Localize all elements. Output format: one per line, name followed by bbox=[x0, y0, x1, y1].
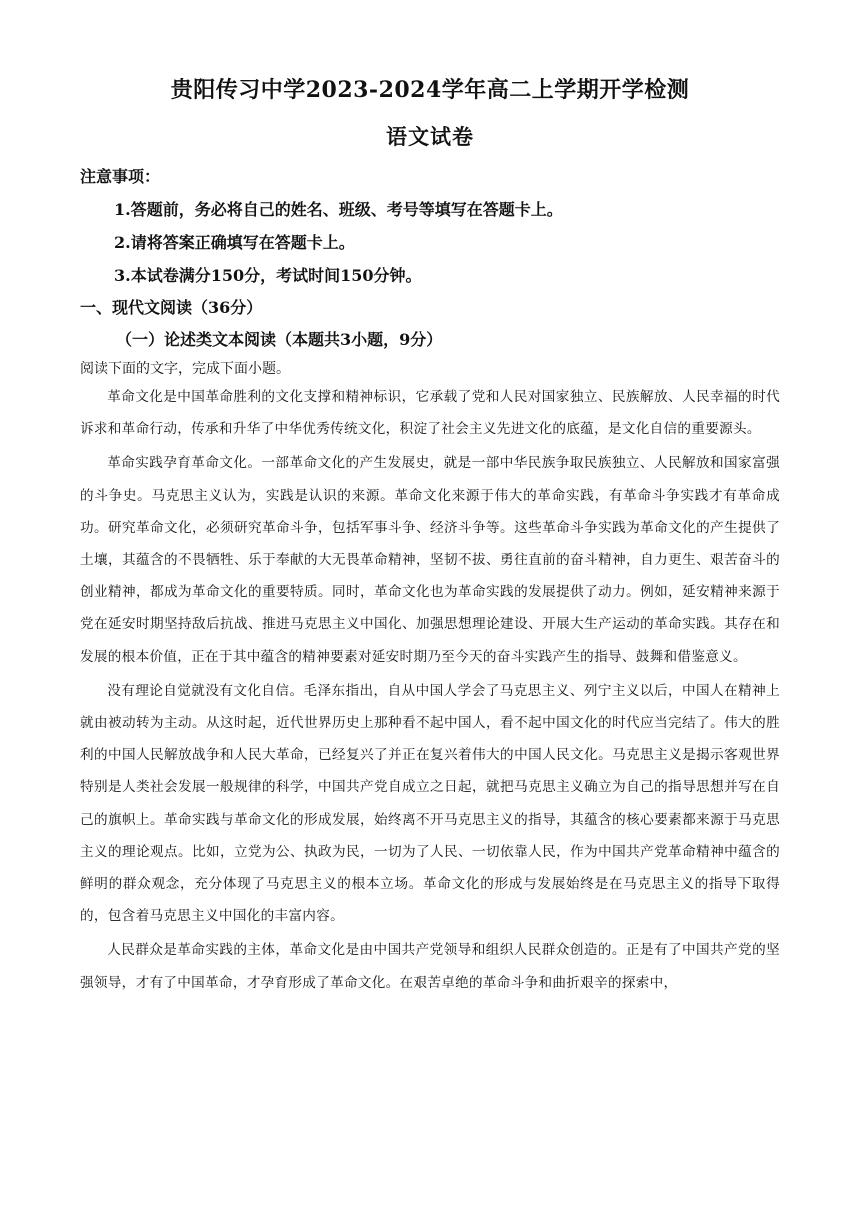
exam-title: 贵阳传习中学2023-2024学年高二上学期开学检测 bbox=[170, 77, 690, 103]
exam-subtitle: 语文试卷 bbox=[386, 124, 474, 149]
notice-item: 1.答题前，务必将自己的姓名、班级、考号等填写在答题卡上。 bbox=[114, 200, 563, 219]
subsection-heading: （一）论述类文本阅读（本题共3小题，9分） bbox=[116, 330, 443, 349]
passage-paragraph: 革命文化是中国革命胜利的文化支撑和精神标识，它承载了党和人民对国家独立、民族解放、人民幸福的时代诉求和革命行动，传承和升华了中华优秀传统文化，积淀了社会主义先进文化的底蕴，是文化自信的重要源头。 bbox=[80, 389, 780, 438]
notice-item: 2.请将答案正确填写在答题卡上。 bbox=[114, 233, 355, 252]
passage-paragraph: 人民群众是革命实践的主体，革命文化是由中国共产党领导和组织人民群众创造的。正是有了中国共产党的坚强领导，才有了中国革命，才孕育形成了革命文化。在艰苦卓绝的革命斗争和曲折艰辛的探索中， bbox=[80, 942, 780, 991]
passage-paragraph: 没有理论自觉就没有文化自信。毛泽东指出，自从中国人学会了马克思主义、列宁主义以后，中国人在精神上就由被动转为主动。从这时起，近代世界历史上那种看不起中国人，看不起中国文化的时代应当完结了。伟大的胜利的中国人民解放战争和人民大革命，已经复兴了并正在复兴着伟大的中国人民文化。马克思主义是揭示客观世界特别是人类社会发展一般规律的科学，中国共产党自成立之日起，就把马克思主义确立为自己的指导思想并写在自己的旗帜上。革命实践与革命文化的形成发展，始终离不开马克思主义的指导，其蕴含的核心要素都来源于马克思主义的理论观点。比如，立党为公、执政为民，一切为了人民、一切依靠人民，作为中国共产党革命精神中蕴含的鲜明的群众观念，充分体现了马克思主义的根本立场。革命文化的形成与发展始终是在马克思主义的指导下取得的，包含着马克思主义中国化的丰富内容。 bbox=[80, 682, 780, 925]
section-heading: 一、现代文阅读（36分） bbox=[80, 298, 263, 317]
passage-paragraph: 革命实践孕育革命文化。一部革命文化的产生发展史，就是一部中华民族争取民族独立、人民解放和国家富强的斗争史。马克思主义认为，实践是认识的来源。革命文化来源于伟大的革命实践，有革命斗争实践才有革命成功。研究革命文化，必须研究革命斗争，包括军事斗争、经济斗争等。这些革命斗争实践为革命文化的产生提供了土壤，其蕴含的不畏牺牲、乐于奉献的大无畏革命精神，坚韧不拔、勇往直前的奋斗精神，自力更生、艰苦奋斗的创业精神，都成为革命文化的重要特质。同时，革命文化也为革命实践的发展提供了动力。例如，延安精神来源于党在延安时期坚持敌后抗战、推进马克思主义中国化、加强思想理论建设、开展大生产运动的革命实践。其存在和发展的根本价值，正在于其中蕴含的精神要素对延安时期乃至今天的奋斗实践产生的指导、鼓舞和借鉴意义。 bbox=[80, 455, 780, 665]
notice-heading: 注意事项： bbox=[80, 167, 161, 186]
reading-instruction: 阅读下面的文字，完成下面小题。 bbox=[80, 361, 290, 377]
notice-item: 3.本试卷满分150分，考试时间150分钟。 bbox=[114, 266, 422, 285]
